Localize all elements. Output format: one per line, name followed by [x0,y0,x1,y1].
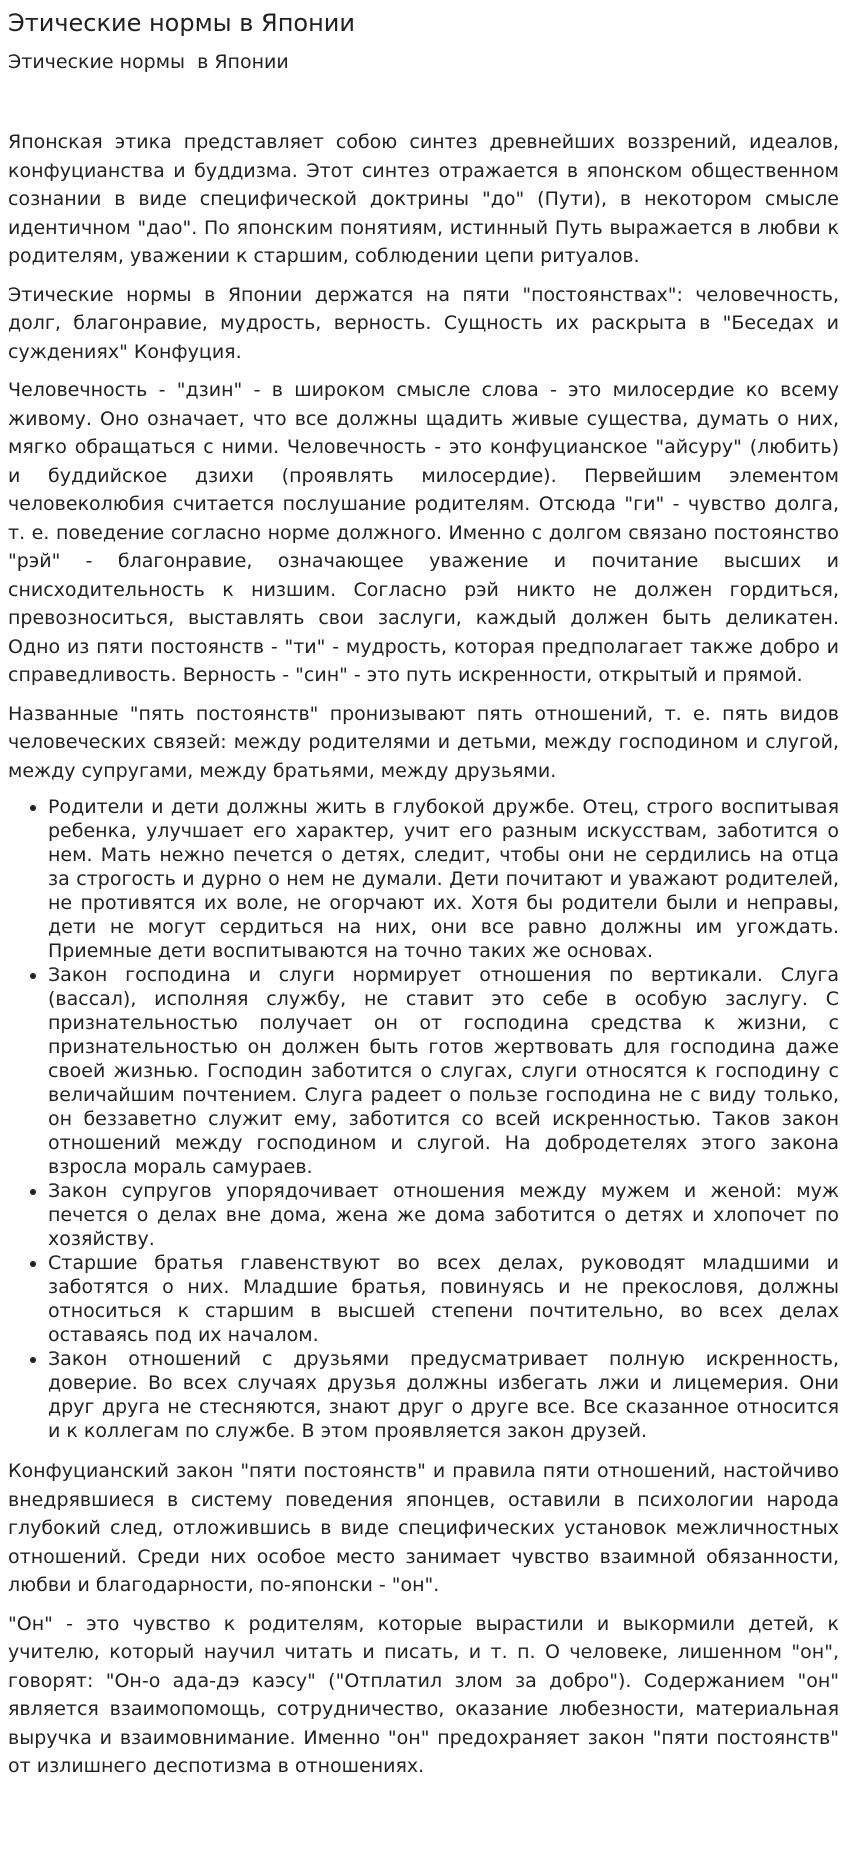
five-constancies-paragraph: Этические нормы в Японии держатся на пяти "постоянствах": человечность, долг, благонравие, мудрость, верность. Сущность их раскрыта в "Беседах и суждениях" Конфуция. [8,283,839,363]
list-item: • Старшие братья главенствуют во всех делах, руководят младшими и заботятся о них. Младшие братья, повинуясь и не прекословя, должны относиться к старшим в высшей степени почтительно, во всех делах оставаясь под их началом. [48,1251,839,1347]
confucian-law-paragraph: Конфуцианский закон "пяти постоянств" и правила пяти отношений, настойчиво внедрявшиеся в систему поведения японцев, оставили в психологии народа глубокий след, отложившись в виде специфических установок межличностных отношений. Среди них особое место занимает чувство взаимной обязанности, любви и благодарности, по-японски - "он". [8,1460,839,1596]
list-item: • Родители и дети должны жить в глубокой дружбе. Отец, строго воспитывая ребенка, улучшает его характер, учит его разным искусствам, заботится о нем. Мать нежно печется о детях, следит, чтобы они не сердились на отца за строгость и дурно о нем не думали. Дети почитают и уважают родителей, не противятся их воле, не огорчают их. Хотя бы родители были и неправы, дети не могут сердиться на них, они все равно должны им угождать. Приемные дети воспитываются на точно таких же основах. [48,795,839,963]
list-item: • Закон супругов упорядочивает отношения между мужем и женой: муж печется о делах вне дома, жена же дома заботится о детях и хлопочет по хозяйству. [48,1179,839,1251]
intro-paragraph: Японская этика представляет собою синтез древнейших воззрений, идеалов, конфуцианства и буддизма. Этот синтез отражается в японском общественном сознании в виде специфической доктрины "до" (Пути), в некотором смысле идентичном "дао". По японским понятиям, истинный Путь выражается в любви к родителям, уважении к старшим, соблюдении цепи ритуалов. [8,131,839,267]
page-subtitle: Этические нормы в Японии [8,51,289,73]
on-feeling-paragraph: "Он" - это чувство к родителям, которые вырастили и выкормили детей, к учителю, который научил читать и писать, и т. п. О человеке, лишенном "он", говорят: "Он-о ада-дэ каэсу" ("Отплатил злом за добро"). Содержанием "он" является взаимопомощь, сотрудничество, оказание любезности, материальная выручка и взаимовнимание. Именно "он" предохраняет закон "пяти постоянств" от излишнего деспотизма в отношениях. [8,1612,839,1777]
list-item: • Закон отношений с друзьями предусматривает полную искренность, доверие. Во всех случаях друзья должны избегать лжи и лицемерия. Они друг друга не стесняются, знают друг о друге все. Все сказанное относится и к коллегам по службе. В этом проявляется закон друзей. [48,1347,839,1443]
list-item: • Закон господина и слуги нормирует отношения по вертикали. Слуга (вассал), исполняя службу, не ставит это себе в особую заслугу. С признательностью получает он от господина средства к жизни, с признательностью он должен быть готов жертвовать для господина даже своей жизнью. Господин заботится о слугах, слуги относятся к господину с величайшим почтением. Слуга радеет о пользе господина не с виду только, он беззаветно служит ему, заботится со всей искренностью. Таков закон отношений между господином и слугой. На добродетелях этого закона взросла мораль самураев. [48,963,839,1179]
page-title: Этические нормы в Японии [8,9,355,37]
relations-intro-paragraph: Названные "пять постоянств" пронизывают пять отношений, т. е. пять видов человеческих связей: между родителями и детьми, между господином и слугой, между супругами, между братьями, между друзьями. [8,702,839,782]
relations-list [8,795,839,1443]
humanity-paragraph: Человечность - "дзин" - в широком смысле слова - это милосердие ко всему живому. Оно означает, что все должны щадить живые существа, думать о них, мягко обращаться с ними. Человечность - это конфуцианское "айсуру" (любить) и буддийское дзихи (проявлять милосердие). Первейшим элементом человеколюбия считается послушание родителям. Отсюда "ги" - чувство долга, т. е. поведение согласно норме должного. Именно с долгом связано постоянство "рэй" - благонравие, означающее уважение и почитание высших и снисходительность к низшим. Согласно рэй никто не должен гордиться, превозноситься, выставлять свои заслуги, каждый должен быть деликатен. Одно из пяти постоянств - "ти" - мудрость, которая предполагает также добро и справедливость. Верность - "син" - это путь искренности, открытый и прямой. [8,379,839,686]
